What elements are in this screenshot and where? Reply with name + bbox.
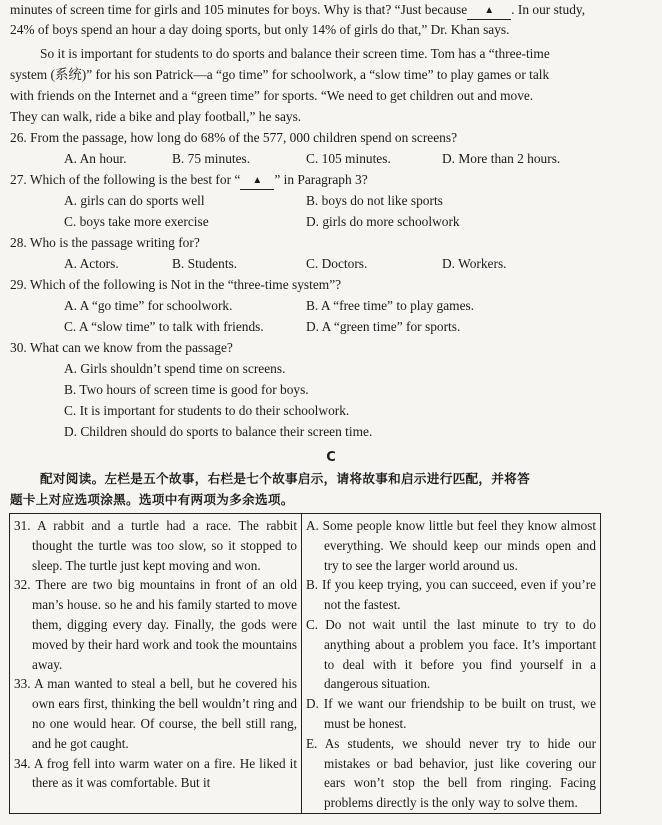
matching-table <box>9 513 601 814</box>
q30-option-d[interactable]: D. Children should do sports to balance their screen time. <box>64 424 373 439</box>
triangle-icon: ▲ <box>484 5 495 16</box>
q28-option-a[interactable]: A. Actors. <box>64 256 119 271</box>
passage-text: . In our study, <box>511 2 586 17</box>
lesson-c: C. Do not wait until the last minute to try to do anything about a problem you face. It’s important to deal with it before you find yourself in a dangerous situation. <box>306 616 596 692</box>
q29-option-b[interactable]: B. A “free time” to play games. <box>306 298 475 313</box>
q28-option-d[interactable]: D. Workers. <box>442 256 507 271</box>
q27-option-c[interactable]: C. boys take more exercise <box>64 214 209 229</box>
q26-option-a[interactable]: A. An hour. <box>64 151 127 166</box>
passage-line: 24% of boys spend an hour a day doing sports, but only 14% of girls do that,” Dr. Khan says. <box>10 22 510 37</box>
lesson-b: B. If you keep trying, you can succeed, even if you’re not the fastest. <box>306 577 596 613</box>
passage-line: with friends on the Internet and a “green time” for sports. “We need to get children out and move. <box>10 88 534 103</box>
q26-option-c[interactable]: C. 105 minutes. <box>306 151 391 166</box>
passage-text: minutes of screen time for girls and 105 minutes for boys. Why is that? “Just because <box>10 2 468 17</box>
section-c-instruction: 配对阅读。左栏是五个故事，右栏是七个故事启示，请将故事和启示进行匹配，并将答 <box>40 471 530 486</box>
passage-line: So it is important for students to do sports and balance their screen time. Tom has a “three-time <box>40 46 550 61</box>
q29-option-a[interactable]: A. A “go time” for schoolwork. <box>64 298 233 313</box>
answer-blank <box>467 2 511 20</box>
lessons-column <box>302 514 601 814</box>
q30-option-c[interactable]: C. It is important for students to do their schoolwork. <box>64 403 350 418</box>
question-26-stem: 26. From the passage, how long do 68% of the 577, 000 children spend on screens? <box>10 130 458 145</box>
section-c-instruction: 题卡上对应选项涂黑。选项中有两项为多余选项。 <box>10 492 294 507</box>
story-34: 34. A frog fell into warm water on a fire. He liked it there as it was comfortable. But it <box>14 755 297 791</box>
lesson-e: E. As students, we should never try to hide our mistakes or bad behavior, just like covering our ears won’t stop the bell from ringing. Facing problems directly is the only way to solve them. <box>306 735 596 811</box>
q30-option-b[interactable]: B. Two hours of screen time is good for boys. <box>64 382 309 397</box>
q28-option-c[interactable]: C. Doctors. <box>306 256 368 271</box>
q26-option-d[interactable]: D. More than 2 hours. <box>442 151 561 166</box>
q26-option-b[interactable]: B. 75 minutes. <box>172 151 251 166</box>
lesson-d: D. If we want our friendship to be built on trust, we must be honest. <box>306 696 596 731</box>
q29-option-d[interactable]: D. A “green time” for sports. <box>306 319 461 334</box>
question-30-stem: 30. What can we know from the passage? <box>10 340 233 355</box>
answer-blank <box>240 172 274 190</box>
passage-line: They can walk, ride a bike and play football,” he says. <box>10 109 302 124</box>
q27-option-a[interactable]: A. girls can do sports well <box>64 193 205 208</box>
section-c-heading: C <box>326 450 336 465</box>
question-27-stem: 27. Which of the following is the best for “ ▲ ” in Paragraph 3? <box>10 172 654 190</box>
passage-line <box>10 2 654 20</box>
lesson-a: A. Some people know little but feel they know almost everything. We should keep our minds open and try to see the larger world around us. <box>306 518 596 573</box>
q27-option-b[interactable]: B. boys do not like sports <box>306 193 443 208</box>
q29-option-c[interactable]: C. A “slow time” to talk with friends. <box>64 319 264 334</box>
story-33: 33. A man wanted to steal a bell, but he covered his own ears first, thinking the bell wouldn’t ring and no one would hear. Of course, the bell still rang, and he got caught. <box>14 676 297 751</box>
story-32: 32. There are two big mountains in front of an old man’s house. so he and his family started to move them, digging every day. Finally, the gods were moved by their hard work and took the mountains away. <box>14 577 297 672</box>
triangle-icon: ▲ <box>252 175 263 186</box>
stories-column <box>10 514 302 814</box>
story-31: 31. A rabbit and a turtle had a race. The rabbit thought the turtle was too slow, so it stopped to sleep. The turtle just kept moving and won. <box>14 518 297 573</box>
q28-option-b[interactable]: B. Students. <box>172 256 238 271</box>
question-28-stem: 28. Who is the passage writing for? <box>10 235 200 250</box>
passage-line: system (系统)” for his son Patrick—a “go time” for schoolwork, a “slow time” to play games or talk <box>10 67 550 82</box>
q27-option-d[interactable]: D. girls do more schoolwork <box>306 214 460 229</box>
q30-option-a[interactable]: A. Girls shouldn’t spend time on screens. <box>64 361 286 376</box>
question-29-stem: 29. Which of the following is Not in the “three-time system”? <box>10 277 342 292</box>
